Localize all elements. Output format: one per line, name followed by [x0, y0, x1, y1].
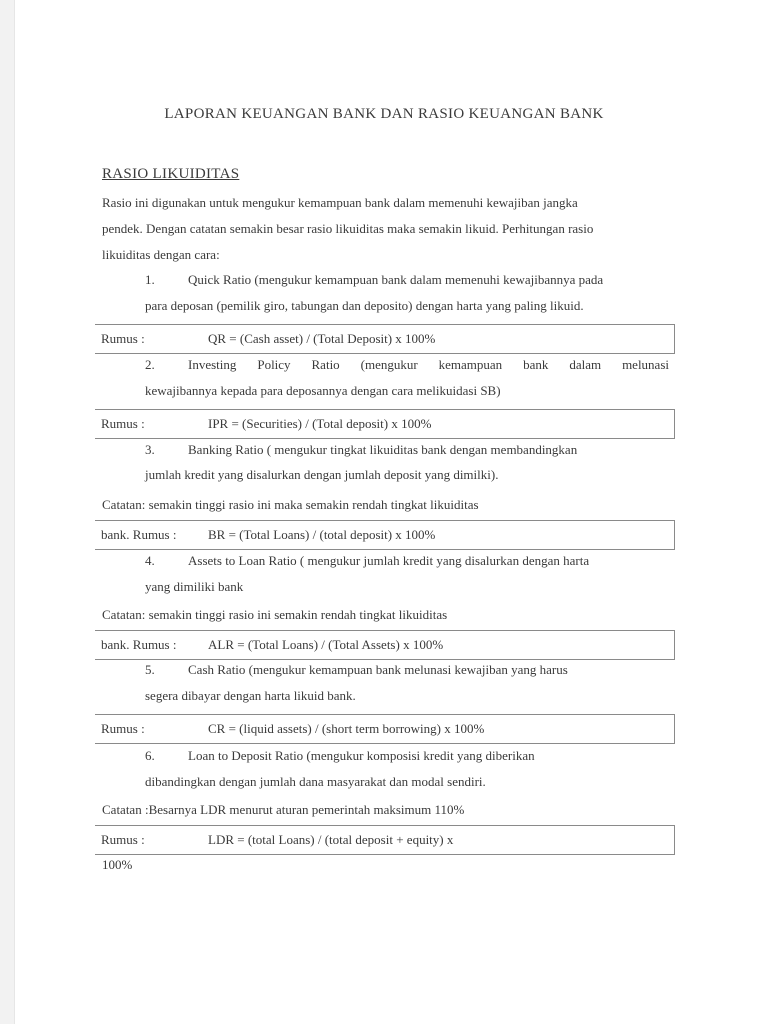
item-number: 1. — [145, 272, 155, 287]
formula-box — [95, 409, 675, 439]
formula-box — [95, 825, 675, 855]
document-title: LAPORAN KEUANGAN BANK DAN RASIO KEUANGAN BANK — [164, 106, 604, 122]
item-text: dibandingkan dengan jumlah dana masyarakat dan modal sendiri. — [145, 774, 486, 789]
item-number: 2. — [145, 357, 155, 372]
item-text: Cash Ratio (mengukur kemampuan bank melunasi kewajiban yang harus — [188, 662, 568, 677]
item-text: jumlah kredit yang disalurkan dengan jumlah deposit yang dimilki). — [145, 467, 499, 482]
formula-label: Rumus : — [101, 331, 145, 346]
item-text: kewajibannya kepada para deposannya dengan cara melikuidasi SB) — [145, 383, 501, 398]
intro-line: Rasio ini digunakan untuk mengukur kemampuan bank dalam memenuhi kewajiban jangka — [102, 195, 578, 210]
section-heading: RASIO LIKUIDITAS — [102, 166, 240, 182]
formula-box — [95, 324, 675, 354]
formula-label: Rumus : — [101, 416, 145, 431]
item-text: Banking Ratio ( mengukur tingkat likuiditas bank dengan membandingkan — [188, 442, 578, 457]
item-number: 6. — [145, 748, 155, 763]
formula-label: bank. Rumus : — [101, 637, 177, 652]
intro-line: likuiditas dengan cara: — [102, 247, 220, 262]
formula-text: QR = (Cash asset) / (Total Deposit) x 100% — [208, 331, 436, 346]
formula-text: BR = (Total Loans) / (total deposit) x 100% — [208, 527, 436, 542]
formula-box — [95, 630, 675, 660]
item-text: segera dibayar dengan harta likuid bank. — [145, 688, 356, 703]
formula-text: ALR = (Total Loans) / (Total Assets) x 100% — [208, 637, 444, 652]
item-number: 3. — [145, 442, 155, 457]
item-text: Quick Ratio (mengukur kemampuan bank dalam memenuhi kewajibannya pada — [188, 272, 604, 287]
item-text: Investing Policy Ratio (mengukur kemampuan bank dalam melunasi — [188, 357, 669, 372]
item-text: yang dimiliki bank — [145, 579, 244, 594]
note-text: Catatan: semakin tinggi rasio ini semakin rendah tingkat likuiditas — [102, 607, 448, 622]
item-text: para deposan (pemilik giro, tabungan dan deposito) dengan harta yang paling likuid. — [145, 298, 584, 313]
formula-label: bank. Rumus : — [101, 527, 177, 542]
note-text: Catatan :Besarnya LDR menurut aturan pemerintah maksimum 110% — [102, 802, 465, 817]
item-number: 4. — [145, 553, 155, 568]
formula-box — [95, 520, 675, 550]
formula-text: LDR = (total Loans) / (total deposit + equity) x — [208, 832, 454, 847]
item-text: Loan to Deposit Ratio (mengukur komposisi kredit yang diberikan — [188, 748, 535, 763]
intro-line: pendek. Dengan catatan semakin besar rasio likuiditas maka semakin likuid. Perhitungan rasio — [102, 221, 594, 236]
item-text: Assets to Loan Ratio ( mengukur jumlah kredit yang disalurkan dengan harta — [188, 553, 590, 568]
formula-continuation: 100% — [102, 857, 133, 872]
note-text: Catatan: semakin tinggi rasio ini maka semakin rendah tingkat likuiditas — [102, 497, 479, 512]
item-number: 5. — [145, 662, 155, 677]
formula-label: Rumus : — [101, 832, 145, 847]
formula-text: IPR = (Securities) / (Total deposit) x 100% — [208, 416, 432, 431]
formula-box — [95, 714, 675, 744]
formula-text: CR = (liquid assets) / (short term borrowing) x 100% — [208, 721, 485, 736]
formula-label: Rumus : — [101, 721, 145, 736]
